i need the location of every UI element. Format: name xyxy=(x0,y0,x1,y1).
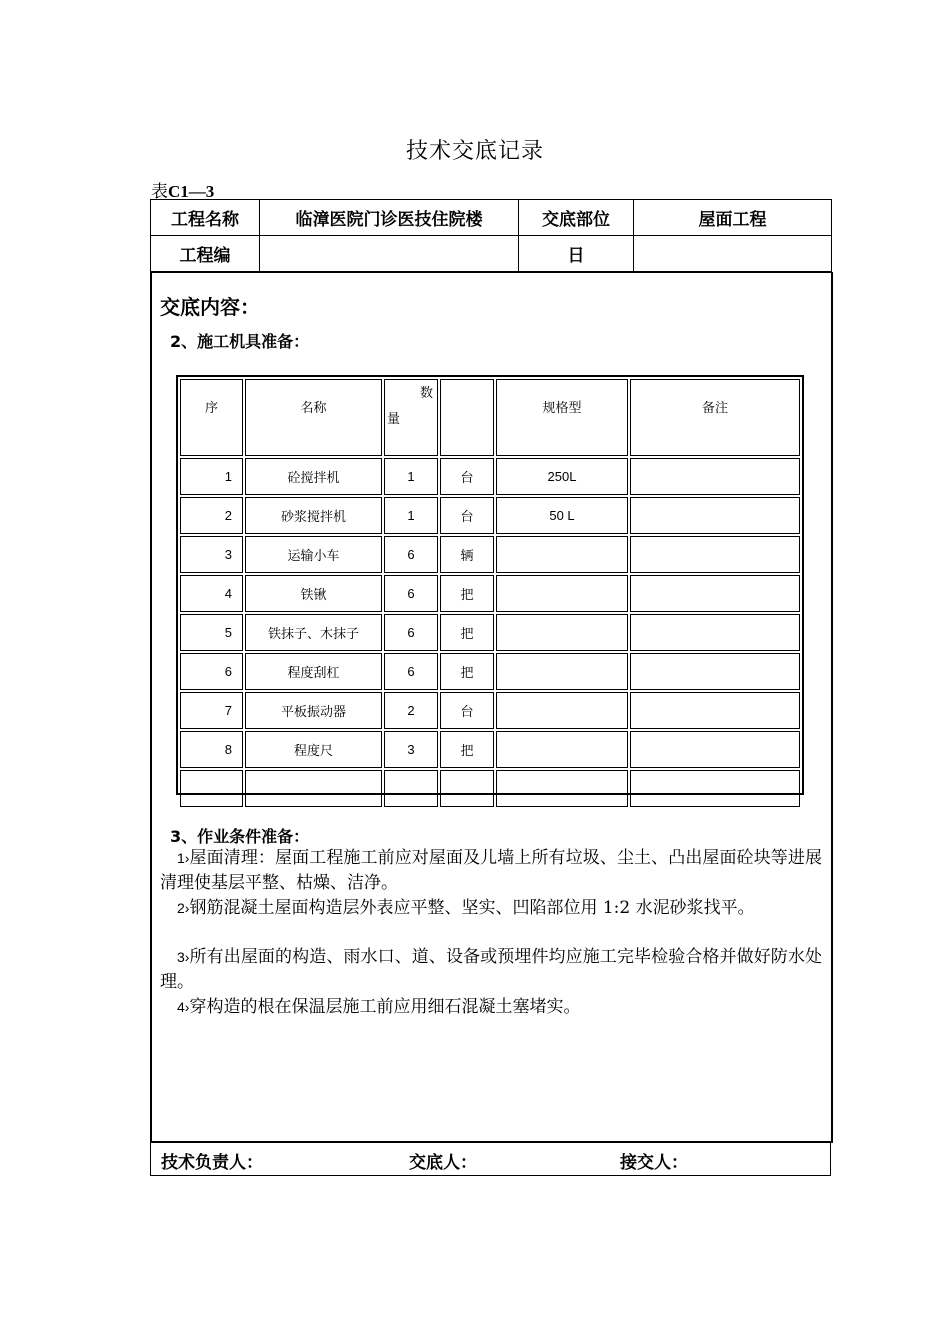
tool-unit: 台 xyxy=(440,497,494,534)
tool-row xyxy=(180,497,800,534)
form-code-prefix: 表 xyxy=(151,182,168,202)
tool-note xyxy=(630,614,800,651)
tool-spec: 250L xyxy=(496,458,628,495)
tool-row xyxy=(180,614,800,651)
tools-header-row xyxy=(180,379,800,456)
seq-header: 序 xyxy=(180,379,243,456)
tool-unit: 辆 xyxy=(440,536,494,573)
signature-footer xyxy=(150,1141,831,1176)
tool-name: 铁锹 xyxy=(245,575,382,612)
tool-seq: 8 xyxy=(180,731,243,768)
condition-item-1 xyxy=(160,846,822,896)
tools-heading: 2、施工机具准备： xyxy=(170,332,310,351)
tool-seq: 1 xyxy=(180,458,243,495)
tool-name: 运输小车 xyxy=(245,536,382,573)
project-no-value xyxy=(260,236,519,272)
condition-index: 2› xyxy=(177,900,190,916)
tool-spec: 50 L xyxy=(496,497,628,534)
tool-seq: 4 xyxy=(180,575,243,612)
header-row-2 xyxy=(151,236,832,272)
tool-unit: 把 xyxy=(440,575,494,612)
form-code-value: C1—3 xyxy=(168,182,215,201)
tool-note xyxy=(630,653,800,690)
tool-row xyxy=(180,653,800,690)
tool-qty: 1 xyxy=(384,458,438,495)
note-header: 备注 xyxy=(630,379,800,456)
tool-name: 程度刮杠 xyxy=(245,653,382,690)
tool-row xyxy=(180,458,800,495)
tool-unit: 把 xyxy=(440,614,494,651)
tool-row xyxy=(180,536,800,573)
project-no-label: 工程编 xyxy=(151,236,260,272)
tool-unit: 台 xyxy=(440,692,494,729)
tool-name: 砂浆搅拌机 xyxy=(245,497,382,534)
tool-unit: 把 xyxy=(440,653,494,690)
tool-row xyxy=(180,731,800,768)
tool-qty: 2 xyxy=(384,692,438,729)
tool-unit: 台 xyxy=(440,458,494,495)
tool-name: 砼搅拌机 xyxy=(245,458,382,495)
condition-index: 3› xyxy=(177,949,190,965)
part-label: 交底部位 xyxy=(519,200,634,236)
tool-note xyxy=(630,575,800,612)
tool-seq: 6 xyxy=(180,653,243,690)
condition-text: 钢筋混凝土屋面构造层外表应平整、坚实、凹陷部位用 1:2 水泥砂浆找平。 xyxy=(189,898,755,918)
tool-spec xyxy=(496,692,628,729)
tool-spec xyxy=(496,575,628,612)
tools-empty-row xyxy=(180,770,800,807)
tech-lead-label: 技术负责人： xyxy=(161,1153,263,1173)
tool-spec xyxy=(496,536,628,573)
tool-qty: 6 xyxy=(384,536,438,573)
condition-index: 1› xyxy=(177,850,190,866)
tool-name: 程度尺 xyxy=(245,731,382,768)
conditions-heading: 3、作业条件准备： xyxy=(170,827,310,846)
tools-table xyxy=(176,375,804,795)
document-title: 技术交底记录 xyxy=(405,139,544,164)
tool-note xyxy=(630,536,800,573)
section-title: 交底内容： xyxy=(160,295,260,319)
tool-seq: 3 xyxy=(180,536,243,573)
qty-header-top: 数 xyxy=(419,386,433,401)
condition-text: 穿构造的根在保温层施工前应用细石混凝土塞堵实。 xyxy=(189,997,581,1017)
tool-qty: 6 xyxy=(384,575,438,612)
date-value xyxy=(634,236,832,272)
tool-note xyxy=(630,458,800,495)
tool-spec xyxy=(496,653,628,690)
header-table xyxy=(150,199,832,272)
tool-row xyxy=(180,692,800,729)
tool-name: 平板振动器 xyxy=(245,692,382,729)
part-value: 屋面工程 xyxy=(634,200,832,236)
tool-spec xyxy=(496,731,628,768)
tool-qty: 1 xyxy=(384,497,438,534)
qty-header xyxy=(384,379,438,456)
tool-spec xyxy=(496,614,628,651)
tool-name: 铁抹子、木抹子 xyxy=(245,614,382,651)
tool-row xyxy=(180,575,800,612)
project-name-label: 工程名称 xyxy=(151,200,260,236)
spec-header: 规格型 xyxy=(496,379,628,456)
name-header: 名称 xyxy=(245,379,382,456)
tool-qty: 3 xyxy=(384,731,438,768)
qty-header-bottom: 量 xyxy=(387,412,401,427)
discloser-label: 交底人： xyxy=(409,1153,477,1173)
condition-text: 屋面清理：屋面工程施工前应对屋面及儿墙上所有垃圾、尘土、凸出屋面砼块等进展清理使基层平整、枯燥、洁净。 xyxy=(160,848,822,893)
tool-seq: 5 xyxy=(180,614,243,651)
condition-item-4 xyxy=(160,995,822,1020)
condition-text: 所有出屋面的构造、雨水口、道、设备或预埋件均应施工完毕检验合格并做好防水处理。 xyxy=(160,947,822,992)
unit-header xyxy=(440,379,494,456)
condition-index: 4› xyxy=(177,999,190,1015)
receiver-label: 接交人： xyxy=(620,1153,688,1173)
tool-note xyxy=(630,692,800,729)
condition-item-2 xyxy=(160,896,822,921)
project-name-value: 临漳医院门诊医技住院楼 xyxy=(260,200,519,236)
tool-seq: 7 xyxy=(180,692,243,729)
condition-item-3 xyxy=(160,945,822,995)
date-label: 日 xyxy=(519,236,634,272)
tool-qty: 6 xyxy=(384,614,438,651)
tool-qty: 6 xyxy=(384,653,438,690)
tool-unit: 把 xyxy=(440,731,494,768)
tool-note xyxy=(630,497,800,534)
header-row-1 xyxy=(151,200,832,236)
tool-seq: 2 xyxy=(180,497,243,534)
tool-note xyxy=(630,731,800,768)
